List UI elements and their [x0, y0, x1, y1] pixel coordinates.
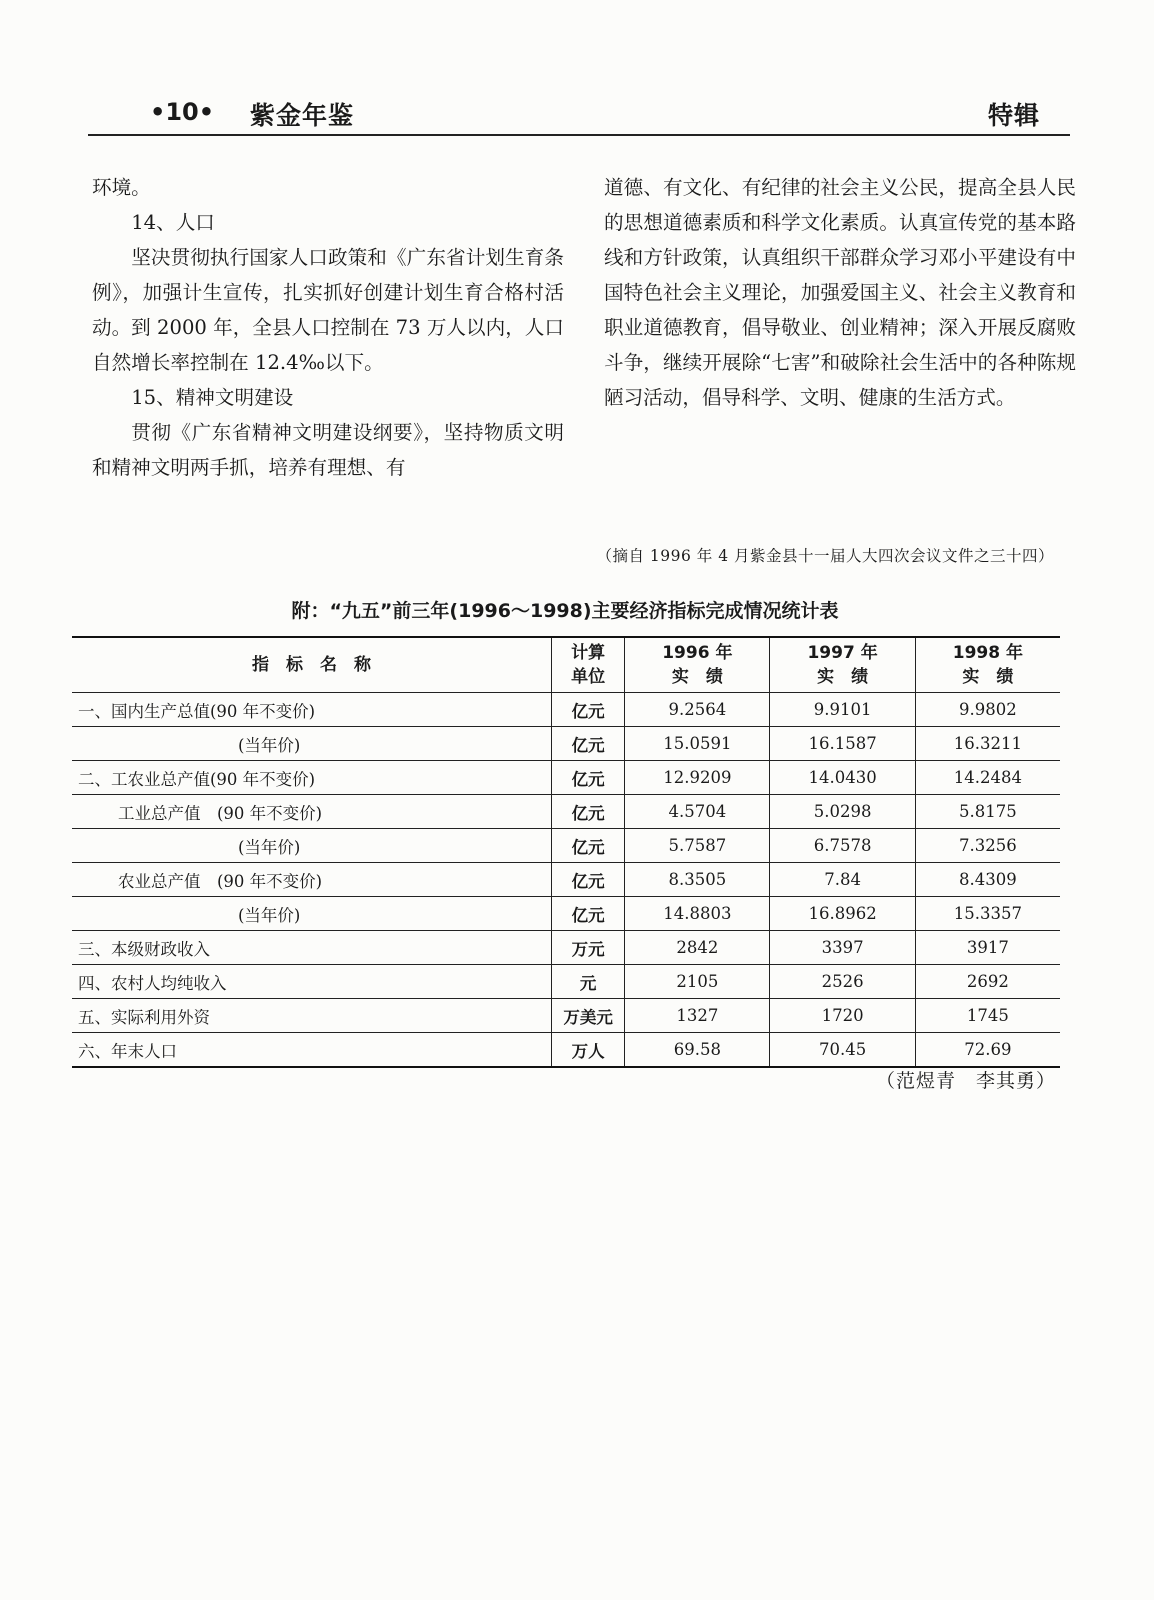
economic-indicators-table	[72, 636, 1060, 1068]
value-1996-cell: 5.7587	[625, 829, 770, 863]
table-row	[72, 863, 1060, 897]
page-number: •10•	[150, 98, 215, 126]
value-1997-cell: 9.9101	[770, 693, 915, 727]
unit-cell: 亿元	[552, 863, 625, 897]
indicator-name-cell: 二、工农业总产值(90 年不变价)	[72, 761, 552, 795]
value-1996-cell: 1327	[625, 999, 770, 1033]
value-1996-cell: 69.58	[625, 1033, 770, 1068]
value-1998-cell: 9.9802	[915, 693, 1060, 727]
indicator-name-cell: (当年价)	[72, 897, 552, 931]
indicator-name-cell: 农业总产值 (90 年不变价)	[72, 863, 552, 897]
value-1998-cell: 72.69	[915, 1033, 1060, 1068]
table-row	[72, 727, 1060, 761]
unit-cell: 万元	[552, 931, 625, 965]
value-1997-cell: 1720	[770, 999, 915, 1033]
unit-cell: 亿元	[552, 795, 625, 829]
value-1997-cell: 16.8962	[770, 897, 915, 931]
indicator-name-cell: 四、农村人均纯收入	[72, 965, 552, 999]
value-1998-cell: 1745	[915, 999, 1060, 1033]
header-1997: 1997 年 实 绩	[770, 637, 915, 693]
table-row	[72, 761, 1060, 795]
indicator-name-cell: (当年价)	[72, 829, 552, 863]
value-1997-cell: 2526	[770, 965, 915, 999]
value-1997-cell: 6.7578	[770, 829, 915, 863]
value-1998-cell: 2692	[915, 965, 1060, 999]
value-1998-cell: 15.3357	[915, 897, 1060, 931]
table-row	[72, 897, 1060, 931]
left-text-column	[92, 170, 564, 485]
unit-cell: 万人	[552, 1033, 625, 1068]
header-1996: 1996 年 实 绩	[625, 637, 770, 693]
value-1997-cell: 14.0430	[770, 761, 915, 795]
unit-cell: 亿元	[552, 761, 625, 795]
value-1998-cell: 16.3211	[915, 727, 1060, 761]
value-1997-cell: 7.84	[770, 863, 915, 897]
table-row	[72, 795, 1060, 829]
value-1996-cell: 2105	[625, 965, 770, 999]
unit-cell: 亿元	[552, 829, 625, 863]
unit-cell: 亿元	[552, 727, 625, 761]
header-unit: 计算 单位	[552, 637, 625, 693]
header-1998: 1998 年 实 绩	[915, 637, 1060, 693]
value-1997-cell: 70.45	[770, 1033, 915, 1068]
value-1998-cell: 8.4309	[915, 863, 1060, 897]
value-1997-cell: 3397	[770, 931, 915, 965]
book-title: 紫金年鉴	[250, 101, 355, 130]
paragraph: 环境。	[92, 176, 151, 199]
table-header-row	[72, 637, 1060, 693]
table-row	[72, 1033, 1060, 1068]
indicator-name-cell: 六、年末人口	[72, 1033, 552, 1068]
value-1996-cell: 9.2564	[625, 693, 770, 727]
value-1997-cell: 16.1587	[770, 727, 915, 761]
source-note: （摘自 1996 年 4 月紫金县十一届人大四次会议文件之三十四）	[596, 547, 1054, 565]
value-1997-cell: 5.0298	[770, 795, 915, 829]
unit-cell: 亿元	[552, 897, 625, 931]
unit-cell: 亿元	[552, 693, 625, 727]
indicator-name-cell: (当年价)	[72, 727, 552, 761]
table-row	[72, 999, 1060, 1033]
unit-cell: 元	[552, 965, 625, 999]
section-title: 特辑	[987, 101, 1040, 130]
paragraph: 坚决贯彻执行国家人口政策和《广东省计划生育条例》，加强计生宣传，扎实抓好创建计划生育合格村活动。到 2000 年，全县人口控制在 73 万人以内，人口自然增长率控制在 12.4‰以下。	[92, 246, 564, 374]
table-row	[72, 693, 1060, 727]
value-1996-cell: 12.9209	[625, 761, 770, 795]
page-header	[88, 92, 1070, 136]
table-title: 附：“九五”前三年(1996～1998)主要经济指标完成情况统计表	[291, 600, 839, 622]
right-text-column	[604, 170, 1076, 415]
paragraph: 道德、有文化、有纪律的社会主义公民，提高全县人民的思想道德素质和科学文化素质。认真宣传党的基本路线和方针政策，认真组织干部群众学习邓小平建设有中国特色社会主义理论，加强爱国主义、社会主义教育和职业道德教育，倡导敬业、创业精神；深入开展反腐败斗争，继续开展除“七害”和破除社会生活中的各种陈规陋习活动，倡导科学、文明、健康的生活方式。	[604, 176, 1076, 409]
indicator-name-cell: 一、国内生产总值(90 年不变价)	[72, 693, 552, 727]
unit-cell: 万美元	[552, 999, 625, 1033]
value-1996-cell: 8.3505	[625, 863, 770, 897]
paragraph: 14、人口	[131, 211, 215, 234]
header-indicator-name: 指 标 名 称	[72, 637, 552, 693]
value-1998-cell: 14.2484	[915, 761, 1060, 795]
paragraph: 15、精神文明建设	[131, 386, 294, 409]
author-credit: （范煜青 李其勇）	[875, 1070, 1056, 1092]
table-row	[72, 965, 1060, 999]
paragraph: 贯彻《广东省精神文明建设纲要》，坚持物质文明和精神文明两手抓，培养有理想、有	[92, 421, 564, 479]
value-1996-cell: 4.5704	[625, 795, 770, 829]
indicator-name-cell: 工业总产值 (90 年不变价)	[72, 795, 552, 829]
indicator-name-cell: 三、本级财政收入	[72, 931, 552, 965]
value-1996-cell: 15.0591	[625, 727, 770, 761]
table-row	[72, 829, 1060, 863]
value-1998-cell: 3917	[915, 931, 1060, 965]
table-row	[72, 931, 1060, 965]
value-1998-cell: 7.3256	[915, 829, 1060, 863]
value-1998-cell: 5.8175	[915, 795, 1060, 829]
value-1996-cell: 2842	[625, 931, 770, 965]
indicator-name-cell: 五、实际利用外资	[72, 999, 552, 1033]
value-1996-cell: 14.8803	[625, 897, 770, 931]
